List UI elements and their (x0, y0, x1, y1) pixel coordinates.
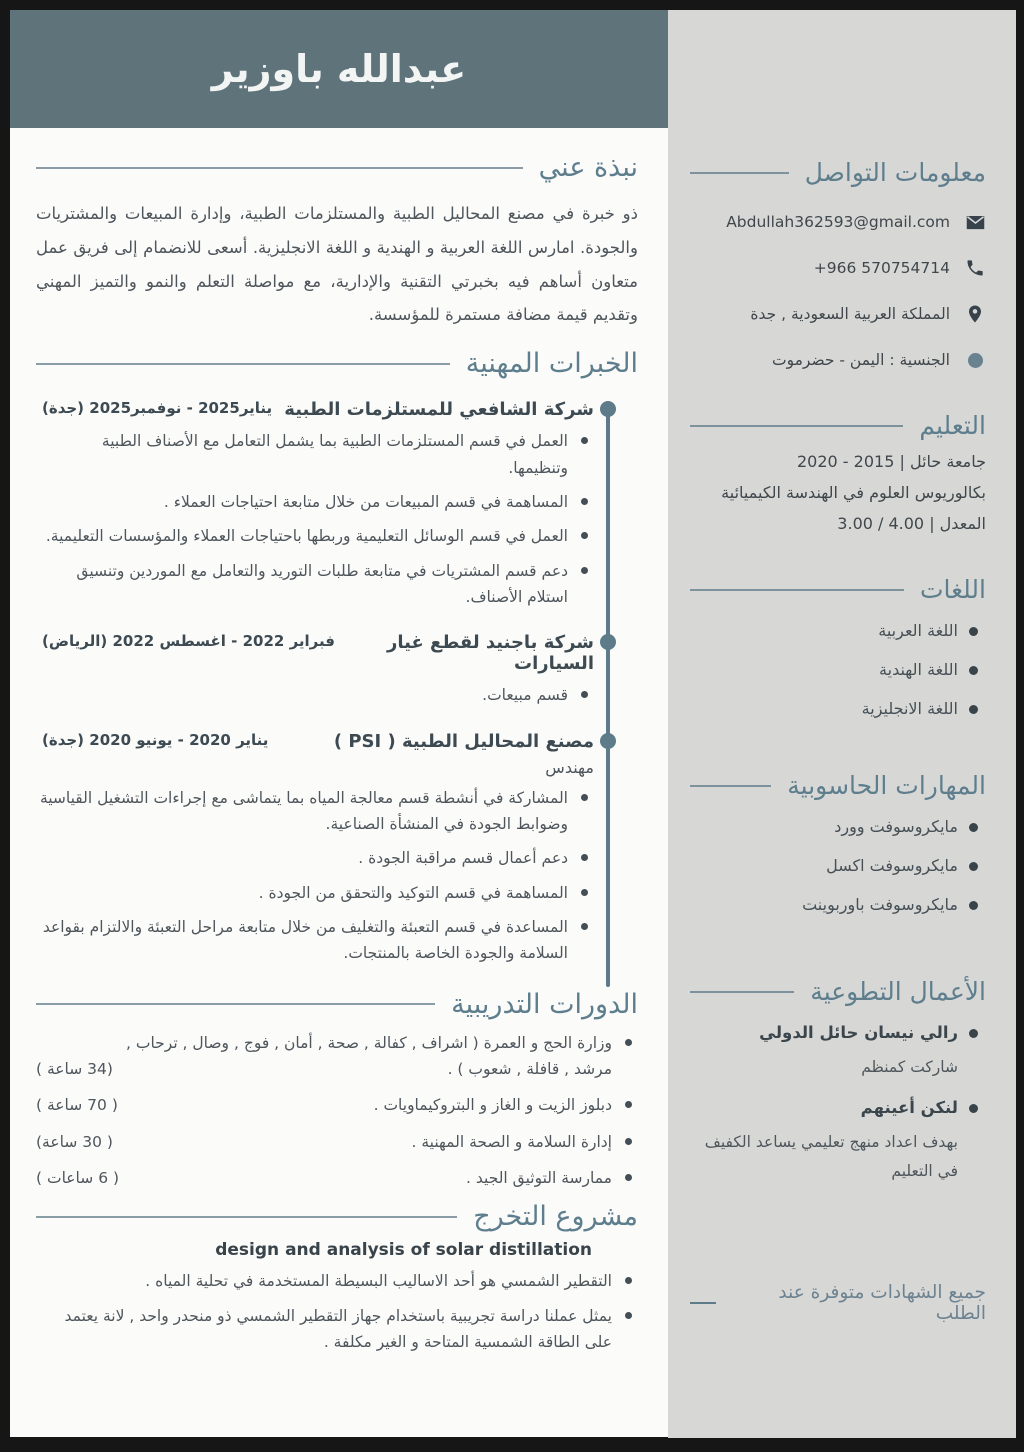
volunteer-heading (690, 977, 986, 1006)
heading-rule (690, 991, 794, 993)
header-band (10, 10, 668, 128)
note-rule (690, 1302, 716, 1304)
job-header (38, 632, 594, 674)
candidate-name: عبدالله باوزير (211, 47, 467, 91)
section-project (36, 1201, 638, 1355)
section-volunteer (690, 977, 986, 1186)
job-date: فبراير 2022 - اغسطس 2022 (الرياض) (42, 632, 335, 651)
job-date: يناير2025 - نوفمبر2025 (جدة) (42, 399, 273, 418)
job-bullet: المساعدة في قسم التعبئة والتغليف من خلال متابعة مراحل التعبئة والالتزام بقواعد السلامة والجودة الخاصة بالمنتجات. (38, 914, 594, 967)
education-heading (690, 411, 986, 440)
main-column (10, 128, 668, 1437)
job-header (38, 399, 594, 420)
timeline-dot-icon (600, 733, 616, 749)
course-hours: (34 ساعة ) (36, 1060, 113, 1079)
contact-email-row (690, 211, 986, 233)
job-bullet: المساهمة في قسم المبيعات من خلال متابعة احتياجات العملاء . (38, 489, 594, 515)
project-bullet: التقطير الشمسي هو أحد الاساليب البسيطة المستخدمة في تحلية المياه . (36, 1268, 638, 1294)
heading-rule (36, 1216, 457, 1218)
computer-skill-item: مايكروسوفت باوربوينت (690, 893, 986, 917)
languages-heading (690, 575, 986, 604)
about-heading (36, 152, 638, 183)
languages-title: اللغات (919, 575, 986, 604)
volunteer-title: الأعمال التطوعية (810, 977, 986, 1006)
gpa-value: 3.00 / 4.00 (837, 514, 925, 533)
experience-title: الخبرات المهنية (465, 348, 638, 380)
course-hours: ( 30 ساعة) (36, 1132, 113, 1151)
course-item (36, 1092, 638, 1118)
section-languages (690, 575, 986, 721)
education-gpa (690, 514, 986, 533)
timeline-dot-icon (600, 634, 616, 650)
courses-heading (36, 989, 638, 1020)
heading-rule (690, 785, 771, 787)
contact-email: Abdullah362593@gmail.com (726, 213, 950, 231)
contact-location: المملكة العربية السعودية , جدة (750, 305, 950, 323)
job-entry (38, 731, 594, 967)
computer-skills-heading (690, 771, 986, 800)
section-computer-skills (690, 771, 986, 917)
timeline-line (606, 409, 610, 987)
section-courses (36, 989, 638, 1192)
contact-phone-row (690, 257, 986, 279)
contact-title: معلومات التواصل (804, 158, 986, 187)
volunteer-item-title: لنكن أعينهم (690, 1096, 986, 1121)
location-pin-icon (964, 303, 986, 325)
volunteer-item-detail: شاركت كمنظم (861, 1057, 958, 1076)
project-title: مشروع التخرج (473, 1201, 638, 1233)
job-bullet: المشاركة في أنشطة قسم معالجة المياه بما يتماشى مع إجراءات التشغيل القياسية وضوابط الجودة في المنشأة الصناعية. (38, 785, 594, 838)
heading-rule (690, 425, 903, 427)
heading-rule (690, 172, 789, 174)
course-item (36, 1165, 638, 1191)
university-label: جامعة حائل | (899, 452, 986, 471)
computer-skills-title: المهارات الحاسوبية (787, 771, 986, 800)
dot-icon (964, 349, 986, 371)
section-contact (690, 158, 986, 371)
company-name: شركة باجنيد لقطع غيار السيارات (387, 632, 594, 675)
about-text: ذو خبرة في مصنع المحاليل الطبية والمستلزمات الطبية، وإدارة المبيعات والمشتريات والجودة. امارس اللغة العربية و الهندية و اللغة الانجليزية. أسعى للانضمام إلى فريق عمل متعاون أساهم فيه بخبرتي التقنية والإدارية، مع مواصلة التعلم والنمو والتميز المهني وتقديم قيمة مضافة مستمرة للمؤسسة. (36, 204, 638, 325)
phone-icon (964, 257, 986, 279)
job-bullet: العمل في قسم الوسائل التعليمية وربطها باحتياجات العملاء والمؤسسات التعليمية. (38, 523, 594, 549)
job-header (38, 731, 594, 752)
experience-timeline (36, 399, 638, 966)
language-item: اللغة العربية (690, 619, 986, 643)
volunteer-item-detail: بهدف اعداد منهج تعليمي يساعد الكفيف في التعليم (704, 1133, 958, 1180)
section-experience (36, 348, 638, 966)
job-bullet: العمل في قسم المستلزمات الطبية بما يشمل التعامل مع الأصناف الطبية وتنظيمها. (38, 428, 594, 481)
education-university (690, 452, 986, 471)
courses-title: الدورات التدريبية (451, 988, 638, 1020)
job-date: يناير 2020 - يونيو 2020 (جدة) (42, 730, 269, 749)
gpa-label: المعدل | (929, 514, 986, 533)
course-text: إدارة السلامة و الصحة المهنية . (411, 1132, 612, 1151)
education-degree: بكالوريوس العلوم في الهندسة الكيميائية (721, 483, 986, 502)
contact-heading (690, 158, 986, 187)
course-item (36, 1129, 638, 1155)
timeline-dot-icon (600, 401, 616, 417)
job-bullet: دعم أعمال قسم مراقبة الجودة . (38, 845, 594, 871)
job-entry (38, 399, 594, 610)
language-item: اللغة الهندية (690, 658, 986, 682)
job-bullet: قسم مبيعات. (38, 682, 594, 708)
section-about (36, 152, 638, 332)
heading-rule (36, 363, 450, 365)
job-entry (38, 632, 594, 708)
experience-heading (36, 348, 638, 379)
heading-rule (690, 589, 904, 591)
job-bullet: دعم قسم المشتريات في متابعة طلبات التوريد والتعامل مع الموردين وتنسيق استلام الأصناف. (38, 558, 594, 611)
certificates-note (690, 1282, 986, 1324)
project-subtitle: design and analysis of solar distillation (215, 1240, 592, 1261)
project-heading (36, 1201, 638, 1232)
section-education (690, 411, 986, 533)
company-name: شركة الشافعي للمستلزمات الطبية (284, 399, 594, 421)
computer-skill-item: مايكروسوفت اكسل (690, 854, 986, 878)
heading-rule (36, 167, 523, 169)
university-years: 2020 - 2015 (796, 452, 895, 471)
job-role: مهندس (545, 757, 594, 777)
course-item (36, 1030, 638, 1083)
contact-location-row (690, 303, 986, 325)
project-bullet: يمثل عملنا دراسة تجريبية باستخدام جهاز التقطير الشمسي ذو منحدر واحد , لانة يعتمد على الطاقة الشمسية المتاحة و الغير مكلفة . (36, 1303, 638, 1356)
course-hours: ( 6 ساعات ) (36, 1169, 120, 1188)
envelope-icon (964, 211, 986, 233)
language-item: اللغة الانجليزية (690, 697, 986, 721)
certificates-note-text: جميع الشهادات متوفرة عند الطلب (778, 1281, 986, 1324)
job-bullet: المساهمة في قسم التوكيد والتحقق من الجودة . (38, 880, 594, 906)
course-text: وزارة الحج و العمرة ( اشراف , كفالة , صحة , أمان , فوج , وصال , ترحاب , مرشد , قافلة , شعوب ) . (126, 1033, 612, 1079)
contact-nationality-row (690, 349, 986, 371)
main-paper (10, 10, 668, 1437)
heading-rule (36, 1003, 435, 1005)
course-text: ممارسة التوثيق الجيد . (466, 1169, 612, 1188)
course-hours: ( 70 ساعة ) (36, 1096, 118, 1115)
contact-nationality: الجنسية : اليمن - حضرموت (772, 351, 950, 369)
course-text: دبلوز الزيت و الغاز و البتروكيماويات . (373, 1096, 612, 1115)
company-name: مصنع المحاليل الطبية ( PSI ) (333, 730, 594, 752)
about-title: نبذة عني (538, 152, 638, 183)
computer-skill-item: مايكروسوفت وورد (690, 815, 986, 839)
sidebar (668, 10, 1016, 1438)
volunteer-item-title: رالي نيسان حائل الدولي (690, 1021, 986, 1046)
education-title: التعليم (919, 411, 986, 440)
contact-phone: +966 570754714 (813, 259, 950, 277)
